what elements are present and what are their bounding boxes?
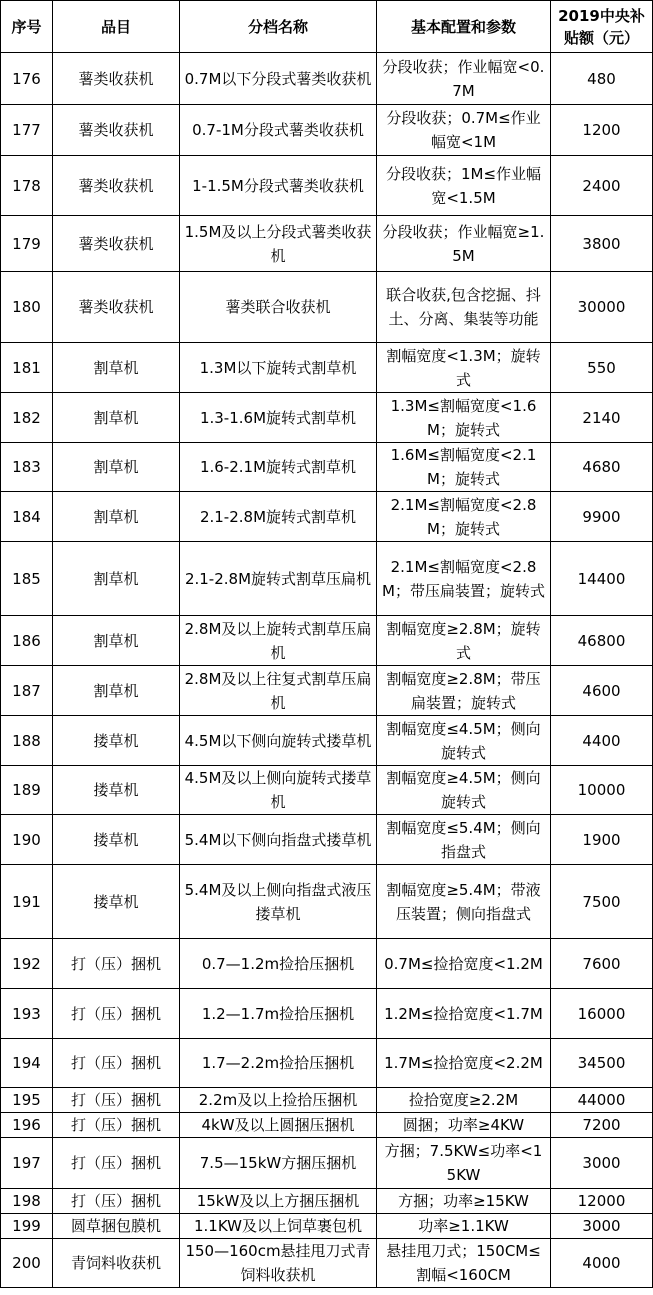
row-number: 194 bbox=[1, 1039, 53, 1088]
table-row bbox=[1, 1113, 653, 1138]
row-category: 打（压）捆机 bbox=[53, 1138, 180, 1189]
row-subsidy: 3800 bbox=[551, 216, 653, 272]
table-row bbox=[1, 1214, 653, 1239]
table-row bbox=[1, 815, 653, 865]
row-subsidy: 480 bbox=[551, 53, 653, 105]
row-spec: 2.1M≤割幅宽度<2.8M；带压扁装置；旋转式 bbox=[377, 542, 551, 616]
header-row bbox=[1, 1, 653, 53]
row-category: 割草机 bbox=[53, 542, 180, 616]
row-category: 割草机 bbox=[53, 616, 180, 666]
row-subsidy: 34500 bbox=[551, 1039, 653, 1088]
row-item-name: 2.8M及以上旋转式割草压扁机 bbox=[180, 616, 377, 666]
row-subsidy: 3000 bbox=[551, 1214, 653, 1239]
row-spec: 割幅宽度≥4.5M；侧向旋转式 bbox=[377, 766, 551, 815]
row-item-name: 5.4M及以上侧向指盘式液压搂草机 bbox=[180, 865, 377, 939]
row-item-name: 0.7—1.2m捡拾压捆机 bbox=[180, 939, 377, 989]
row-number: 199 bbox=[1, 1214, 53, 1239]
table-row bbox=[1, 343, 653, 393]
table-row bbox=[1, 393, 653, 443]
table-row bbox=[1, 989, 653, 1039]
row-item-name: 1.6-2.1M旋转式割草机 bbox=[180, 443, 377, 492]
table-row bbox=[1, 542, 653, 616]
row-category: 搂草机 bbox=[53, 815, 180, 865]
row-subsidy: 7500 bbox=[551, 865, 653, 939]
row-item-name: 1.5M及以上分段式薯类收获机 bbox=[180, 216, 377, 272]
table-row bbox=[1, 492, 653, 542]
header-category: 品目 bbox=[53, 1, 180, 53]
table-row bbox=[1, 865, 653, 939]
row-item-name: 15kW及以上方捆压捆机 bbox=[180, 1189, 377, 1214]
row-number: 193 bbox=[1, 989, 53, 1039]
row-number: 195 bbox=[1, 1088, 53, 1113]
row-subsidy: 7600 bbox=[551, 939, 653, 989]
row-category: 割草机 bbox=[53, 443, 180, 492]
row-spec: 割幅宽度≥2.8M；带压扁装置；旋转式 bbox=[377, 666, 551, 716]
row-subsidy: 14400 bbox=[551, 542, 653, 616]
row-number: 176 bbox=[1, 53, 53, 105]
row-subsidy: 4600 bbox=[551, 666, 653, 716]
row-subsidy: 30000 bbox=[551, 272, 653, 343]
row-spec: 悬挂甩刀式；150CM≤割幅<160CM bbox=[377, 1239, 551, 1288]
row-item-name: 4.5M以下侧向旋转式搂草机 bbox=[180, 716, 377, 766]
row-subsidy: 46800 bbox=[551, 616, 653, 666]
row-subsidy: 7200 bbox=[551, 1113, 653, 1138]
row-subsidy: 2140 bbox=[551, 393, 653, 443]
row-category: 搂草机 bbox=[53, 716, 180, 766]
row-subsidy: 1900 bbox=[551, 815, 653, 865]
table-row bbox=[1, 1239, 653, 1288]
row-category: 薯类收获机 bbox=[53, 156, 180, 216]
row-category: 薯类收获机 bbox=[53, 216, 180, 272]
table-row bbox=[1, 1039, 653, 1088]
row-spec: 分段收获；0.7M≤作业幅宽<1M bbox=[377, 105, 551, 156]
row-spec: 分段收获；作业幅宽<0.7M bbox=[377, 53, 551, 105]
row-subsidy: 44000 bbox=[551, 1088, 653, 1113]
row-spec: 割幅宽度≥2.8M；旋转式 bbox=[377, 616, 551, 666]
row-category: 薯类收获机 bbox=[53, 53, 180, 105]
table-row bbox=[1, 1088, 653, 1113]
table-row bbox=[1, 1189, 653, 1214]
row-spec: 0.7M≤捡拾宽度<1.2M bbox=[377, 939, 551, 989]
row-subsidy: 2400 bbox=[551, 156, 653, 216]
row-subsidy: 4680 bbox=[551, 443, 653, 492]
table-row bbox=[1, 666, 653, 716]
row-spec: 捡拾宽度≥2.2M bbox=[377, 1088, 551, 1113]
row-category: 搂草机 bbox=[53, 766, 180, 815]
row-spec: 功率≥1.1KW bbox=[377, 1214, 551, 1239]
row-subsidy: 4400 bbox=[551, 716, 653, 766]
row-number: 200 bbox=[1, 1239, 53, 1288]
row-category: 打（压）捆机 bbox=[53, 1113, 180, 1138]
row-spec: 分段收获；作业幅宽≥1.5M bbox=[377, 216, 551, 272]
row-number: 188 bbox=[1, 716, 53, 766]
table-row bbox=[1, 272, 653, 343]
row-category: 打（压）捆机 bbox=[53, 1039, 180, 1088]
row-item-name: 2.1-2.8M旋转式割草压扁机 bbox=[180, 542, 377, 616]
row-spec: 1.7M≤捡拾宽度<2.2M bbox=[377, 1039, 551, 1088]
row-number: 192 bbox=[1, 939, 53, 989]
table-row bbox=[1, 156, 653, 216]
row-item-name: 1.3M以下旋转式割草机 bbox=[180, 343, 377, 393]
table-row bbox=[1, 216, 653, 272]
row-item-name: 2.2m及以上捡拾压捆机 bbox=[180, 1088, 377, 1113]
row-number: 196 bbox=[1, 1113, 53, 1138]
row-subsidy: 550 bbox=[551, 343, 653, 393]
row-category: 薯类收获机 bbox=[53, 272, 180, 343]
row-number: 183 bbox=[1, 443, 53, 492]
header-subsidy: 2019中央补贴额（元） bbox=[551, 1, 653, 53]
table-row bbox=[1, 443, 653, 492]
row-subsidy: 4000 bbox=[551, 1239, 653, 1288]
row-spec: 方捆；7.5KW≤功率<15KW bbox=[377, 1138, 551, 1189]
row-number: 191 bbox=[1, 865, 53, 939]
row-category: 搂草机 bbox=[53, 865, 180, 939]
row-spec: 1.6M≤割幅宽度<2.1M；旋转式 bbox=[377, 443, 551, 492]
row-spec: 1.3M≤割幅宽度<1.6M；旋转式 bbox=[377, 393, 551, 443]
row-item-name: 1.1KW及以上饲草裹包机 bbox=[180, 1214, 377, 1239]
table-row bbox=[1, 766, 653, 815]
row-category: 打（压）捆机 bbox=[53, 989, 180, 1039]
row-spec: 圆捆；功率≥4KW bbox=[377, 1113, 551, 1138]
row-category: 割草机 bbox=[53, 343, 180, 393]
row-item-name: 1-1.5M分段式薯类收获机 bbox=[180, 156, 377, 216]
row-number: 180 bbox=[1, 272, 53, 343]
row-number: 178 bbox=[1, 156, 53, 216]
row-spec: 割幅宽度≤5.4M；侧向指盘式 bbox=[377, 815, 551, 865]
row-spec: 1.2M≤捡拾宽度<1.7M bbox=[377, 989, 551, 1039]
row-subsidy: 1200 bbox=[551, 105, 653, 156]
row-category: 打（压）捆机 bbox=[53, 1088, 180, 1113]
row-item-name: 4.5M及以上侧向旋转式搂草机 bbox=[180, 766, 377, 815]
row-number: 197 bbox=[1, 1138, 53, 1189]
row-subsidy: 12000 bbox=[551, 1189, 653, 1214]
row-number: 189 bbox=[1, 766, 53, 815]
row-subsidy: 16000 bbox=[551, 989, 653, 1039]
row-number: 185 bbox=[1, 542, 53, 616]
table-row bbox=[1, 716, 653, 766]
row-number: 198 bbox=[1, 1189, 53, 1214]
row-category: 圆草捆包膜机 bbox=[53, 1214, 180, 1239]
row-item-name: 7.5—15kW方捆压捆机 bbox=[180, 1138, 377, 1189]
row-item-name: 5.4M以下侧向指盘式搂草机 bbox=[180, 815, 377, 865]
row-category: 打（压）捆机 bbox=[53, 1189, 180, 1214]
row-item-name: 薯类联合收获机 bbox=[180, 272, 377, 343]
header-spec: 基本配置和参数 bbox=[377, 1, 551, 53]
table-row bbox=[1, 105, 653, 156]
row-category: 薯类收获机 bbox=[53, 105, 180, 156]
row-category: 打（压）捆机 bbox=[53, 939, 180, 989]
table-row bbox=[1, 1138, 653, 1189]
row-category: 割草机 bbox=[53, 492, 180, 542]
row-number: 177 bbox=[1, 105, 53, 156]
header-item-name: 分档名称 bbox=[180, 1, 377, 53]
row-number: 181 bbox=[1, 343, 53, 393]
row-category: 割草机 bbox=[53, 666, 180, 716]
row-number: 184 bbox=[1, 492, 53, 542]
table-row bbox=[1, 616, 653, 666]
row-item-name: 1.3-1.6M旋转式割草机 bbox=[180, 393, 377, 443]
row-category: 青饲料收获机 bbox=[53, 1239, 180, 1288]
row-number: 187 bbox=[1, 666, 53, 716]
row-item-name: 150—160cm悬挂甩刀式青饲料收获机 bbox=[180, 1239, 377, 1288]
row-item-name: 4kW及以上圆捆压捆机 bbox=[180, 1113, 377, 1138]
header-no: 序号 bbox=[1, 1, 53, 53]
row-item-name: 1.7—2.2m捡拾压捆机 bbox=[180, 1039, 377, 1088]
row-subsidy: 9900 bbox=[551, 492, 653, 542]
table-row bbox=[1, 53, 653, 105]
row-spec: 分段收获；1M≤作业幅宽<1.5M bbox=[377, 156, 551, 216]
row-item-name: 1.2—1.7m捡拾压捆机 bbox=[180, 989, 377, 1039]
row-item-name: 0.7M以下分段式薯类收获机 bbox=[180, 53, 377, 105]
row-item-name: 2.8M及以上往复式割草压扁机 bbox=[180, 666, 377, 716]
table-row bbox=[1, 939, 653, 989]
row-number: 186 bbox=[1, 616, 53, 666]
row-number: 190 bbox=[1, 815, 53, 865]
row-item-name: 0.7-1M分段式薯类收获机 bbox=[180, 105, 377, 156]
row-subsidy: 10000 bbox=[551, 766, 653, 815]
row-spec: 割幅宽度<1.3M；旋转式 bbox=[377, 343, 551, 393]
row-spec: 2.1M≤割幅宽度<2.8M；旋转式 bbox=[377, 492, 551, 542]
row-spec: 方捆；功率≥15KW bbox=[377, 1189, 551, 1214]
row-item-name: 2.1-2.8M旋转式割草机 bbox=[180, 492, 377, 542]
row-spec: 割幅宽度≥5.4M；带液压装置；侧向指盘式 bbox=[377, 865, 551, 939]
row-spec: 联合收获,包含挖掘、抖土、分离、集装等功能 bbox=[377, 272, 551, 343]
row-number: 179 bbox=[1, 216, 53, 272]
row-category: 割草机 bbox=[53, 393, 180, 443]
row-spec: 割幅宽度≤4.5M；侧向旋转式 bbox=[377, 716, 551, 766]
row-subsidy: 3000 bbox=[551, 1138, 653, 1189]
row-number: 182 bbox=[1, 393, 53, 443]
